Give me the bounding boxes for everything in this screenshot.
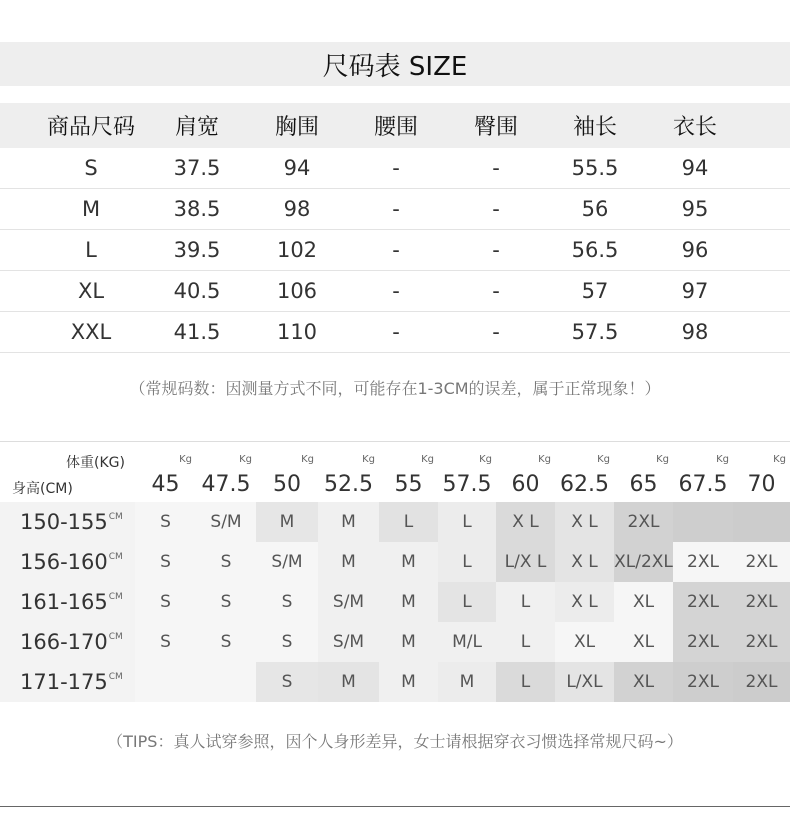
size-recommend-cell bbox=[196, 662, 256, 702]
size-header-cell-2: 胸围 bbox=[274, 115, 319, 140]
size-recommend-cell: S bbox=[196, 582, 256, 622]
size-cell-3: - bbox=[392, 238, 400, 262]
recommend-row bbox=[0, 542, 790, 582]
size-recommend-cell: L bbox=[379, 502, 438, 542]
recommend-table-header bbox=[0, 441, 790, 502]
size-header-cell-1: 肩宽 bbox=[174, 115, 219, 140]
size-recommend-cell: 2XL bbox=[733, 582, 790, 622]
weight-unit-label: Kg bbox=[362, 454, 375, 465]
height-unit-label: CM bbox=[108, 592, 123, 602]
recommend-row bbox=[0, 502, 790, 542]
weight-unit-label: Kg bbox=[179, 454, 192, 465]
size-cell-6: 97 bbox=[681, 279, 709, 303]
size-cell-4: - bbox=[492, 238, 500, 262]
weight-unit-label: Kg bbox=[716, 454, 729, 465]
size-table-row bbox=[0, 148, 790, 189]
size-cell-5: 56 bbox=[581, 197, 609, 221]
size-recommend-cell: S bbox=[135, 582, 196, 622]
size-recommend-cell: L/XL bbox=[555, 662, 614, 702]
weight-value: 70 bbox=[747, 472, 776, 497]
size-recommend-cell: M bbox=[318, 662, 379, 702]
height-range-cell bbox=[0, 622, 135, 662]
height-range-cell bbox=[0, 662, 135, 702]
size-recommend-cell: L/X L bbox=[496, 542, 555, 582]
recommend-row bbox=[0, 622, 790, 662]
size-header-cell-6: 衣长 bbox=[672, 115, 717, 140]
weight-column-header bbox=[496, 452, 555, 502]
weight-column-header bbox=[733, 452, 790, 502]
weight-unit-label: Kg bbox=[597, 454, 610, 465]
weight-label: 体重(KG) bbox=[66, 455, 125, 471]
weight-unit-label: Kg bbox=[773, 454, 786, 465]
size-cell-0: S bbox=[84, 156, 98, 180]
title-bar bbox=[0, 42, 790, 86]
weight-value: 57.5 bbox=[442, 472, 492, 497]
size-cell-4: - bbox=[492, 156, 500, 180]
size-recommend-cell: S bbox=[196, 622, 256, 662]
weight-column-header bbox=[379, 452, 438, 502]
size-cell-1: 38.5 bbox=[173, 197, 221, 221]
height-value: 150-155 bbox=[20, 510, 108, 534]
size-cell-2: 110 bbox=[276, 320, 318, 344]
weight-column-header bbox=[614, 452, 673, 502]
weight-column-header bbox=[135, 452, 196, 502]
size-table bbox=[0, 103, 790, 353]
weight-column-header bbox=[438, 452, 496, 502]
size-recommend-cell: L bbox=[438, 582, 496, 622]
size-recommend-cell: S/M bbox=[196, 502, 256, 542]
weight-column-header bbox=[673, 452, 733, 502]
size-cell-1: 40.5 bbox=[173, 279, 221, 303]
size-cell-0: XL bbox=[77, 279, 105, 303]
height-unit-label: CM bbox=[108, 512, 123, 522]
height-value: 156-160 bbox=[20, 550, 108, 574]
size-cell-1: 37.5 bbox=[173, 156, 221, 180]
size-cell-3: - bbox=[392, 197, 400, 221]
weight-value: 50 bbox=[273, 472, 301, 497]
weight-unit-label: Kg bbox=[421, 454, 434, 465]
weight-column-header bbox=[256, 452, 318, 502]
measurement-note: （常规码数：因测量方式不同，可能存在1-3CM的误差，属于正常现象！） bbox=[129, 379, 661, 398]
size-header-cell-3: 腰围 bbox=[373, 115, 418, 140]
weight-value: 52.5 bbox=[324, 472, 373, 497]
size-recommend-cell: M bbox=[379, 662, 438, 702]
weight-unit-label: Kg bbox=[538, 454, 551, 465]
weight-unit-label: Kg bbox=[301, 454, 314, 465]
size-header-cell-0: 商品尺码 bbox=[46, 115, 135, 140]
size-recommend-cell: M bbox=[438, 662, 496, 702]
weight-unit-label: Kg bbox=[239, 454, 252, 465]
size-recommend-cell: 2XL bbox=[733, 622, 790, 662]
size-table-row bbox=[0, 189, 790, 230]
weight-value: 67.5 bbox=[678, 472, 728, 497]
size-recommend-cell: S/M bbox=[318, 622, 379, 662]
size-recommend-cell: 2XL bbox=[673, 622, 733, 662]
size-recommend-cell: L bbox=[496, 582, 555, 622]
size-cell-5: 55.5 bbox=[571, 156, 619, 180]
size-recommend-cell: S bbox=[256, 662, 318, 702]
size-recommend-cell: L bbox=[496, 662, 555, 702]
recommend-row bbox=[0, 582, 790, 622]
size-cell-6: 96 bbox=[681, 238, 709, 262]
size-cell-4: - bbox=[492, 320, 500, 344]
size-cell-4: - bbox=[492, 279, 500, 303]
size-cell-6: 98 bbox=[681, 320, 709, 344]
height-unit-label: CM bbox=[108, 632, 123, 642]
size-recommend-cell bbox=[733, 502, 790, 542]
page-title: 尺码表 SIZE bbox=[322, 51, 468, 82]
size-cell-3: - bbox=[392, 279, 400, 303]
size-header-cell-4: 臀围 bbox=[473, 115, 518, 140]
size-recommend-cell: 2XL bbox=[733, 662, 790, 702]
size-recommend-cell: M bbox=[379, 542, 438, 582]
recommend-table bbox=[0, 441, 790, 702]
size-recommend-cell: 2XL bbox=[673, 662, 733, 702]
size-cell-5: 57.5 bbox=[571, 320, 619, 344]
size-recommend-cell: X L bbox=[555, 582, 614, 622]
height-range-cell bbox=[0, 542, 135, 582]
weight-value: 62.5 bbox=[560, 472, 609, 497]
weight-value: 65 bbox=[629, 472, 658, 497]
size-recommend-cell: S bbox=[196, 542, 256, 582]
size-cell-3: - bbox=[392, 156, 400, 180]
size-table-row bbox=[0, 230, 790, 271]
weight-unit-label: Kg bbox=[479, 454, 492, 465]
size-cell-0: L bbox=[85, 238, 97, 262]
size-recommend-cell: L bbox=[438, 542, 496, 582]
height-label: 身高(CM) bbox=[12, 481, 73, 497]
size-recommend-cell: S bbox=[135, 542, 196, 582]
size-recommend-cell: XL bbox=[555, 622, 614, 662]
size-cell-5: 56.5 bbox=[571, 238, 619, 262]
size-cell-6: 95 bbox=[681, 197, 709, 221]
tips-note: （TIPS：真人试穿参照，因个人身形差异，女士请根据穿衣习惯选择常规尺码~） bbox=[107, 732, 683, 751]
size-recommend-cell: S bbox=[256, 582, 318, 622]
size-table-row bbox=[0, 271, 790, 312]
size-recommend-cell: S bbox=[135, 502, 196, 542]
weight-value: 45 bbox=[151, 472, 180, 497]
height-range-cell bbox=[0, 582, 135, 622]
size-recommend-cell: L bbox=[496, 622, 555, 662]
size-cell-2: 102 bbox=[276, 238, 318, 262]
size-recommend-cell: X L bbox=[496, 502, 555, 542]
weight-column-header bbox=[318, 452, 379, 502]
size-recommend-cell: X L bbox=[555, 502, 614, 542]
size-recommend-cell: 2XL bbox=[673, 542, 733, 582]
size-recommend-cell: S bbox=[135, 622, 196, 662]
size-recommend-cell: XL bbox=[614, 662, 673, 702]
size-recommend-cell: M bbox=[256, 502, 318, 542]
size-recommend-cell: M bbox=[379, 622, 438, 662]
height-value: 161-165 bbox=[20, 590, 108, 614]
size-recommend-cell: 2XL bbox=[614, 502, 673, 542]
height-value: 166-170 bbox=[20, 630, 108, 654]
size-recommend-cell: S/M bbox=[256, 542, 318, 582]
size-recommend-cell: M bbox=[318, 542, 379, 582]
size-table-row bbox=[0, 312, 790, 353]
size-cell-2: 94 bbox=[283, 156, 311, 180]
size-cell-4: - bbox=[492, 197, 500, 221]
size-recommend-cell: XL bbox=[614, 622, 673, 662]
size-cell-2: 98 bbox=[283, 197, 311, 221]
size-recommend-cell: L bbox=[438, 502, 496, 542]
weight-value: 55 bbox=[394, 472, 423, 497]
size-recommend-cell: M/L bbox=[438, 622, 496, 662]
size-recommend-cell bbox=[135, 662, 196, 702]
weight-column-header bbox=[196, 452, 256, 502]
size-table-header bbox=[0, 103, 790, 148]
size-cell-5: 57 bbox=[581, 279, 609, 303]
size-header-cell-5: 袖长 bbox=[572, 115, 617, 140]
height-unit-label: CM bbox=[108, 552, 123, 562]
size-recommend-cell bbox=[673, 502, 733, 542]
height-range-cell bbox=[0, 502, 135, 542]
size-cell-1: 39.5 bbox=[173, 238, 221, 262]
size-cell-1: 41.5 bbox=[173, 320, 221, 344]
bottom-divider bbox=[0, 806, 790, 807]
size-cell-3: - bbox=[392, 320, 400, 344]
recommend-row bbox=[0, 662, 790, 702]
height-value: 171-175 bbox=[20, 670, 108, 694]
size-cell-6: 94 bbox=[681, 156, 709, 180]
size-recommend-cell: S bbox=[256, 622, 318, 662]
size-recommend-cell: 2XL bbox=[733, 542, 790, 582]
size-recommend-cell: X L bbox=[555, 542, 614, 582]
size-recommend-cell: S/M bbox=[318, 582, 379, 622]
size-cell-2: 106 bbox=[276, 279, 318, 303]
weight-value: 60 bbox=[511, 472, 540, 497]
size-recommend-cell: XL/2XL bbox=[614, 542, 673, 582]
size-recommend-cell: M bbox=[379, 582, 438, 622]
size-cell-0: M bbox=[81, 197, 101, 221]
weight-column-header bbox=[555, 452, 614, 502]
size-recommend-cell: M bbox=[318, 502, 379, 542]
weight-unit-label: Kg bbox=[656, 454, 669, 465]
size-recommend-cell: XL bbox=[614, 582, 673, 622]
size-cell-0: XXL bbox=[70, 320, 112, 344]
weight-value: 47.5 bbox=[201, 472, 251, 497]
height-unit-label: CM bbox=[108, 672, 123, 682]
size-recommend-cell: 2XL bbox=[673, 582, 733, 622]
